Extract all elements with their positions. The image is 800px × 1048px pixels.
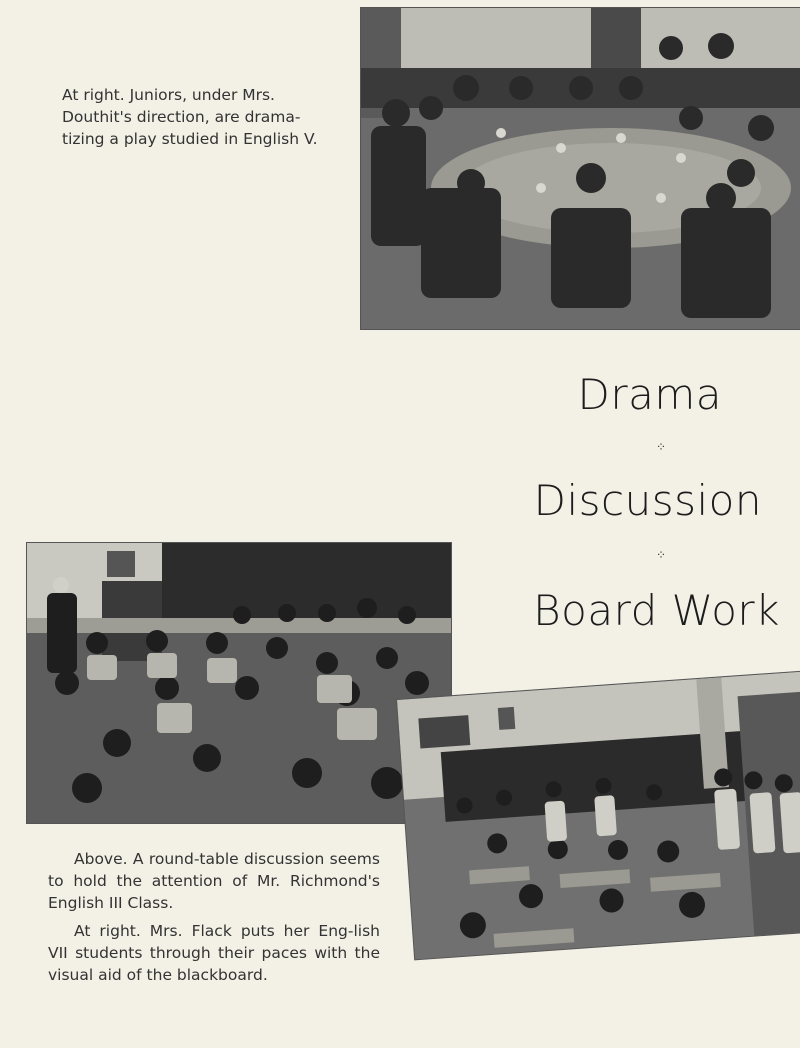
bottom-captions <box>48 848 380 986</box>
drama-caption: At right. Juniors, under Mrs. Douthit's direction, are drama-tizing a play studied in English V. <box>62 86 318 148</box>
separator-ornament: ⁘ <box>656 440 667 454</box>
separator-ornament: ⁘ <box>656 548 667 562</box>
blackboard-caption: At right. Mrs. Flack puts her Eng-lish VII students through their paces with the visual aid of the blackboard. <box>48 922 380 984</box>
discussion-class-photo <box>27 543 451 823</box>
drama-class-photo <box>361 8 800 329</box>
blackboard-class-photo <box>397 671 800 959</box>
heading-board-work: Board Work <box>533 586 780 635</box>
discussion-caption: Above. A round-table discussion seems to hold the attention of Mr. Richmond's English III Class. <box>48 850 380 912</box>
heading-discussion: Discussion <box>533 476 762 525</box>
heading-drama: Drama <box>577 370 722 419</box>
